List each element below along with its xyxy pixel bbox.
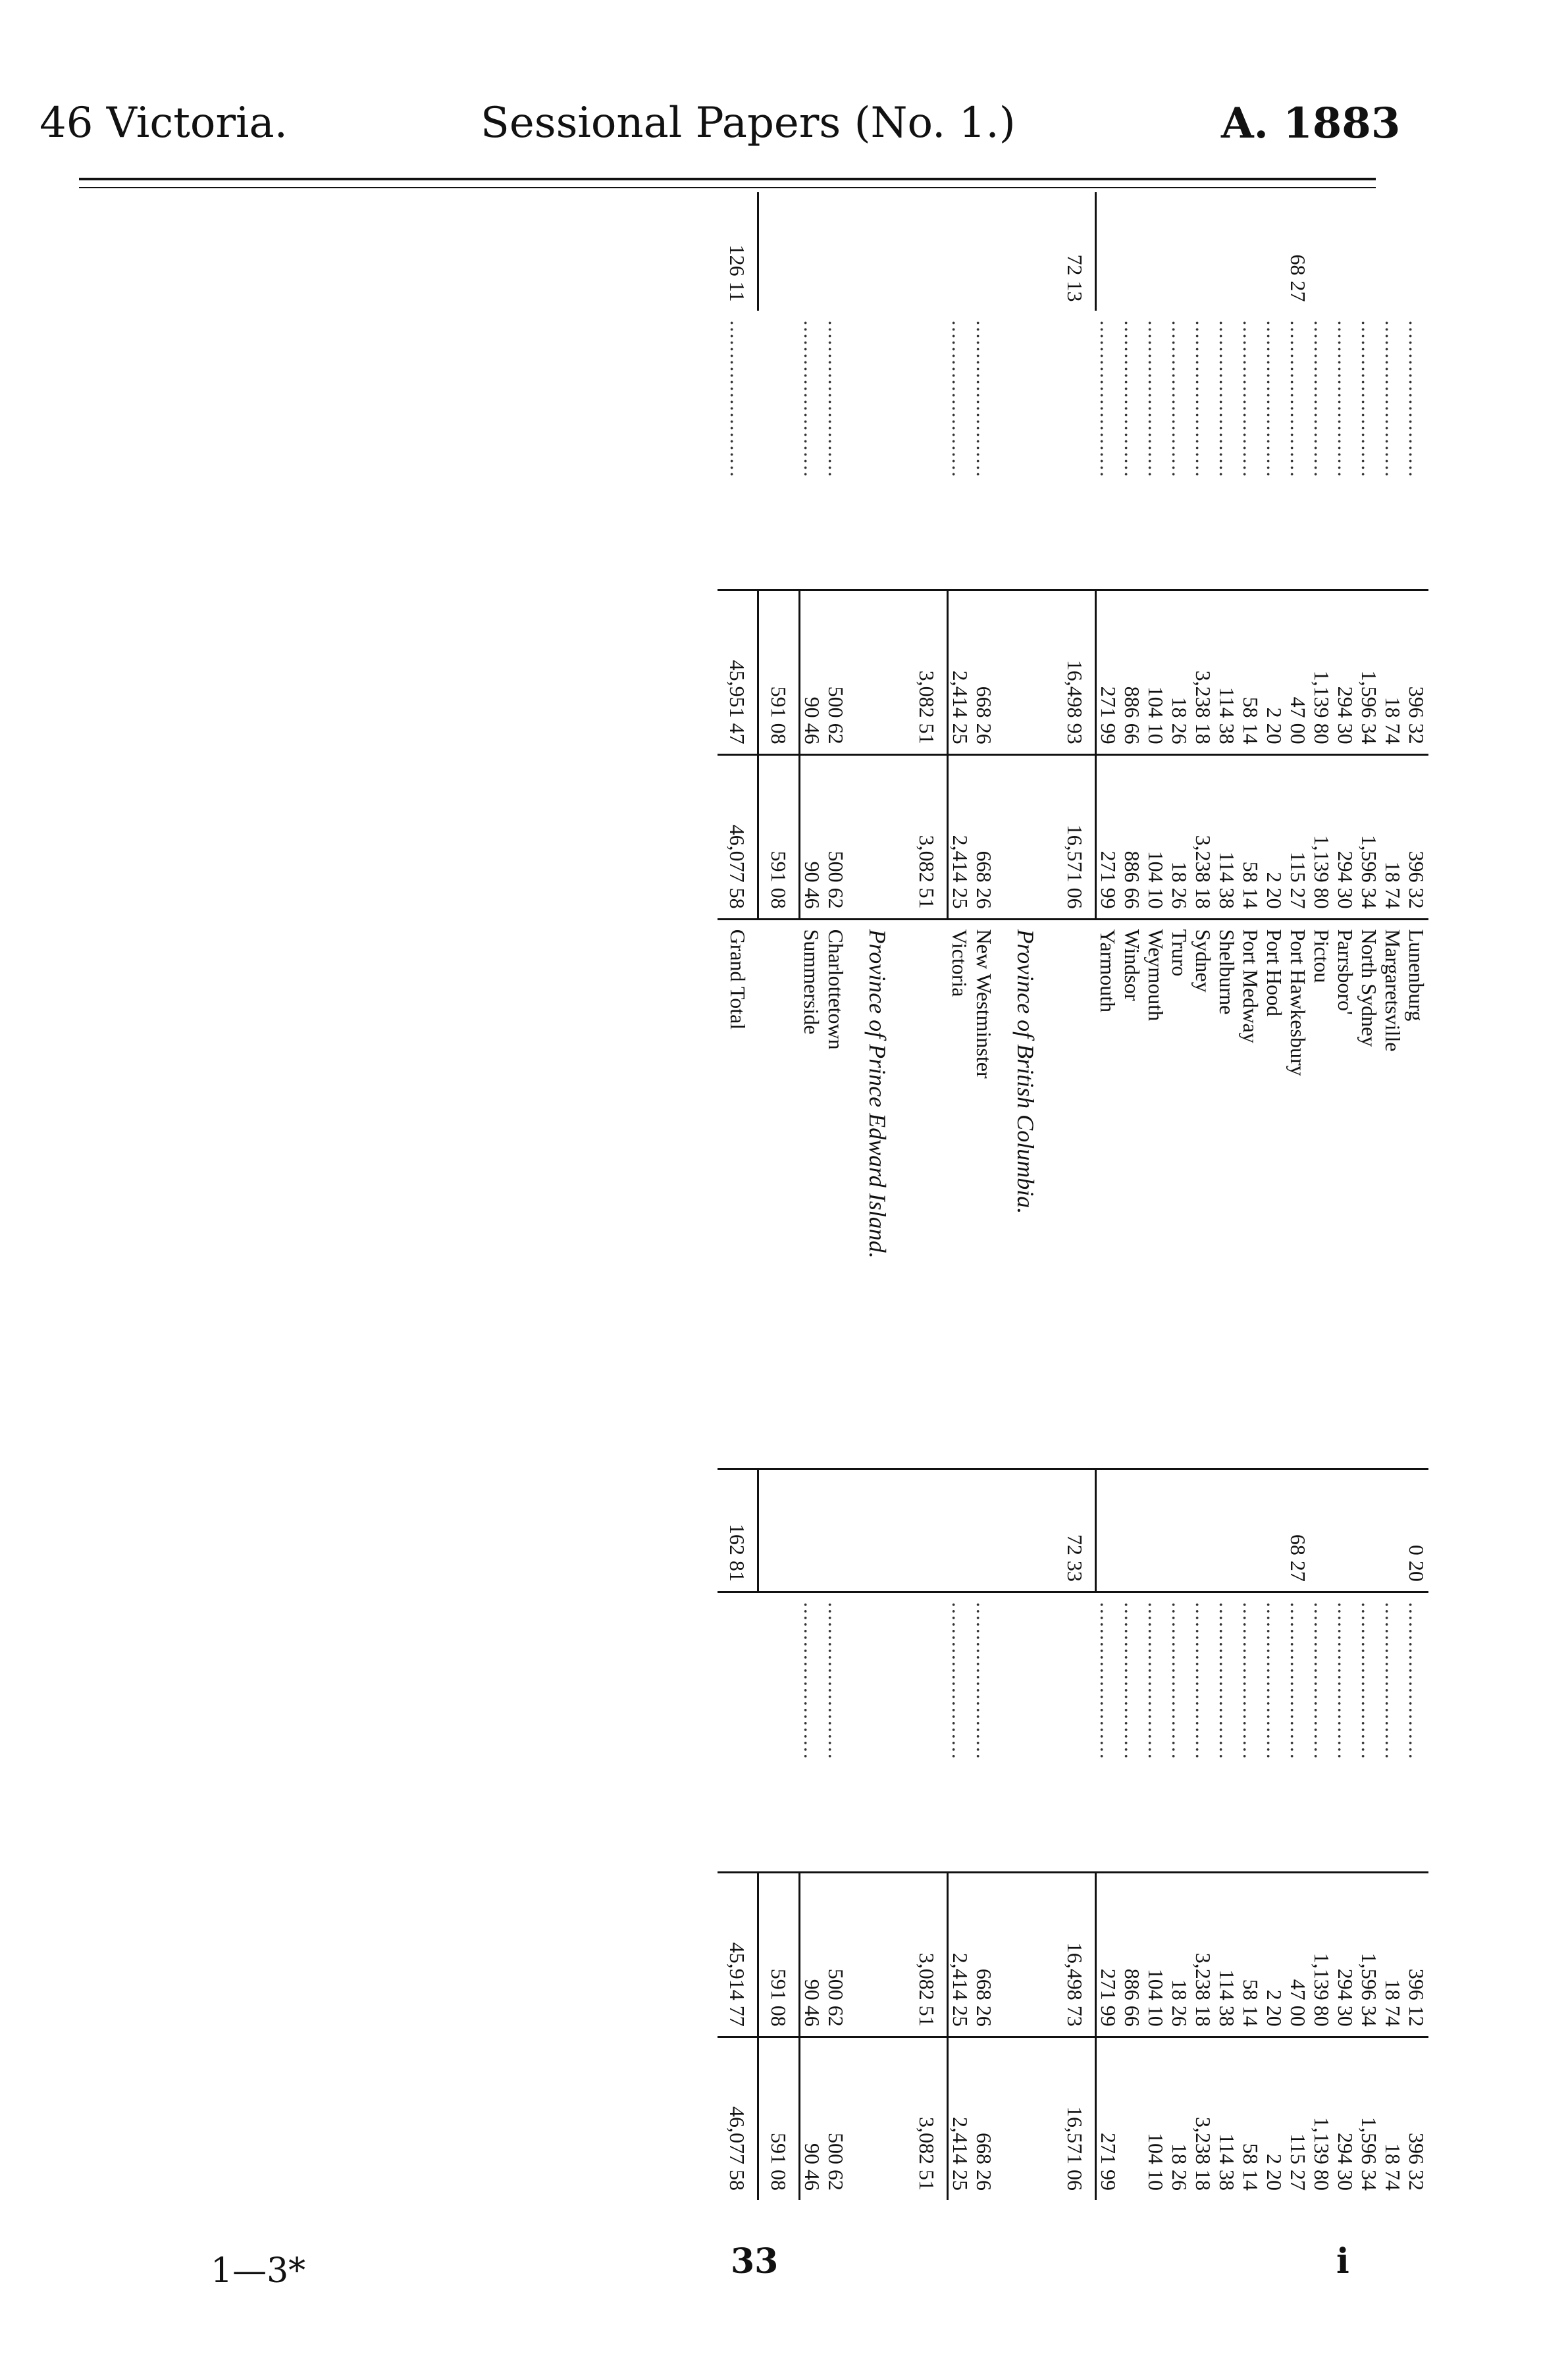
cell-e xyxy=(1381,1469,1405,1592)
cell-a xyxy=(1357,192,1381,311)
subtotal-b: 591 08 xyxy=(758,590,800,754)
cell-b: 668 26 xyxy=(972,590,996,754)
table-row xyxy=(1239,192,1263,2200)
cell-e xyxy=(1357,1469,1381,1592)
leader: ........................ xyxy=(1239,320,1263,479)
cell-b: 271 99 xyxy=(1096,590,1121,754)
subtotal-g: 16,571 06 xyxy=(1055,2037,1096,2200)
leader: ........................ xyxy=(1286,1592,1310,1872)
port-name: North Sydney xyxy=(1357,919,1381,1469)
cell-g: 18 26 xyxy=(1168,2037,1191,2200)
cell-f: 396 12 xyxy=(1405,1872,1428,2037)
cell-a xyxy=(1191,192,1215,311)
cell-f: 18 26 xyxy=(1168,1872,1191,2037)
cell-f: 114 38 xyxy=(1215,1872,1239,2037)
cell-f: 2,414 25 xyxy=(948,1872,973,2037)
cell-g: 1,139 80 xyxy=(1310,2037,1334,2200)
grand-c: 46,077 58 xyxy=(718,754,758,919)
port-name: Parrsboro' xyxy=(1334,919,1357,1469)
cell-e xyxy=(1239,1469,1263,1592)
province-heading-bc: Province of British Columbia. xyxy=(996,919,1055,1469)
cell-e xyxy=(1168,1469,1191,1592)
cell-g: 1,596 34 xyxy=(1357,2037,1381,2200)
cell-g: 104 10 xyxy=(1144,2037,1168,2200)
subtotal-row xyxy=(907,192,948,2200)
leader: ........................ xyxy=(1310,1592,1334,1872)
leader: ........................ xyxy=(1215,1592,1239,1872)
leader: ........................ xyxy=(1096,1592,1121,1872)
table-row xyxy=(800,192,825,2200)
cell-e xyxy=(1096,1469,1121,1592)
port-name: Port Hood xyxy=(1263,919,1286,1469)
leader: ........................ xyxy=(1096,320,1120,479)
table-row xyxy=(824,192,848,2200)
leader: ........................ xyxy=(1286,320,1310,479)
cell-b: 1,139 80 xyxy=(1310,590,1334,754)
leader: ........................ xyxy=(972,1592,996,1872)
cell-e: 68 27 xyxy=(1286,1469,1310,1592)
cell-c: 2 20 xyxy=(1263,754,1286,919)
leader: ........................ xyxy=(1144,1592,1168,1872)
cell-c: 396 32 xyxy=(1405,754,1428,919)
leader: ........................ xyxy=(1168,320,1191,479)
grand-b: 45,951 47 xyxy=(718,590,758,754)
table-row xyxy=(948,192,973,2200)
cell-g: 90 46 xyxy=(800,2037,825,2200)
cell-e xyxy=(1144,1469,1168,1592)
cell-a xyxy=(1405,192,1428,311)
grand-total-row xyxy=(718,192,758,2200)
port-name: Summerside xyxy=(800,919,825,1469)
port-name: Yarmouth xyxy=(1096,919,1121,1469)
leader: ........................ xyxy=(1144,320,1168,479)
cell-a xyxy=(1120,192,1144,311)
leader: ........................ xyxy=(824,1592,848,1872)
leader: ........................ xyxy=(948,1592,973,1872)
leader: ........................ xyxy=(1191,1592,1215,1872)
cell-c: 90 46 xyxy=(800,754,825,919)
cell-g xyxy=(1120,2037,1144,2200)
cell-g: 2,414 25 xyxy=(948,2037,973,2200)
cell-f: 104 10 xyxy=(1144,1872,1168,2037)
cell-c: 1,139 80 xyxy=(1310,754,1334,919)
table-row xyxy=(1144,192,1168,2200)
cell-b: 2 20 xyxy=(1263,590,1286,754)
cell-g: 115 27 xyxy=(1286,2037,1310,2200)
cell-b: 3,238 18 xyxy=(1191,590,1215,754)
cell-a xyxy=(1263,192,1286,311)
subtotal-b: 16,498 93 xyxy=(1055,590,1096,754)
leader: ........................ xyxy=(1215,320,1239,479)
cell-e xyxy=(1120,1469,1144,1592)
cell-g: 500 62 xyxy=(824,2037,848,2200)
leader: ........................ xyxy=(1405,320,1428,479)
cell-c: 3,238 18 xyxy=(1191,754,1215,919)
leader: ........................ xyxy=(1381,1592,1405,1872)
cell-b: 18 26 xyxy=(1168,590,1191,754)
cell-g: 668 26 xyxy=(972,2037,996,2200)
table-row xyxy=(972,192,996,2200)
header-title: Sessional Papers (No. 1.) xyxy=(481,99,1016,147)
port-name: Margaretsville xyxy=(1381,919,1405,1469)
leader: ........................ xyxy=(1381,320,1405,479)
cell-c: 18 26 xyxy=(1168,754,1191,919)
province-row xyxy=(848,192,907,2200)
header-year: A. 1883 xyxy=(1221,99,1401,148)
subtotal-f: 3,082 51 xyxy=(907,1872,948,2037)
port-name: Victoria xyxy=(948,919,973,1469)
table-row xyxy=(1096,192,1121,2200)
leader: ........................ xyxy=(972,320,996,479)
leader: ........................ xyxy=(1263,1592,1286,1872)
cell-a xyxy=(1096,192,1121,311)
cell-c: 668 26 xyxy=(972,754,996,919)
port-name: Sydney xyxy=(1191,919,1215,1469)
table-row xyxy=(1405,192,1428,2200)
page-number: 33 xyxy=(731,2241,779,2281)
cell-a xyxy=(1168,192,1191,311)
cell-f: 3,238 18 xyxy=(1191,1872,1215,2037)
grand-g: 46,077 58 xyxy=(718,2037,758,2200)
cell-c: 500 62 xyxy=(824,754,848,919)
cell-c: 2,414 25 xyxy=(948,754,973,919)
leader: ........................ xyxy=(725,320,750,479)
footer-mark: i xyxy=(1336,2241,1349,2281)
table-row xyxy=(1263,192,1286,2200)
cell-f: 1,139 80 xyxy=(1310,1872,1334,2037)
cell-f: 886 66 xyxy=(1120,1872,1144,2037)
cell-c: 115 27 xyxy=(1286,754,1310,919)
port-name: Lunenburg xyxy=(1405,919,1428,1469)
cell-f: 58 14 xyxy=(1239,1872,1263,2037)
grand-e: 162 81 xyxy=(718,1469,758,1592)
grand-f: 45,914 77 xyxy=(718,1872,758,2037)
leader: ........................ xyxy=(948,320,972,479)
leader: ........................ xyxy=(800,320,824,479)
port-name: Port Hawkesbury xyxy=(1286,919,1310,1469)
subtotal-c: 16,571 06 xyxy=(1055,754,1096,919)
leader: ........................ xyxy=(1357,1592,1381,1872)
grand-total-label: Grand Total xyxy=(718,919,758,1469)
port-name: Port Medway xyxy=(1239,919,1263,1469)
cell-g: 2 20 xyxy=(1263,2037,1286,2200)
cell-f: 668 26 xyxy=(972,1872,996,2037)
cell-b: 886 66 xyxy=(1120,590,1144,754)
cell-f: 47 00 xyxy=(1286,1872,1310,2037)
leader: ........................ xyxy=(1120,1592,1144,1872)
table-row xyxy=(1381,192,1405,2200)
table-row xyxy=(1357,192,1381,2200)
port-name: Windsor xyxy=(1120,919,1144,1469)
subtotal-f: 591 08 xyxy=(758,1872,800,2037)
leader: ........................ xyxy=(1239,1592,1263,1872)
subtotal-b: 3,082 51 xyxy=(907,590,948,754)
province-heading-pei: Province of Prince Edward Island. xyxy=(848,919,907,1469)
cell-g: 294 30 xyxy=(1334,2037,1357,2200)
subtotal-c: 3,082 51 xyxy=(907,754,948,919)
cell-c: 294 30 xyxy=(1334,754,1357,919)
cell-a xyxy=(1310,192,1334,311)
leader: ........................ xyxy=(1120,320,1144,479)
header-session: 46 Victoria. xyxy=(39,99,288,147)
cell-f: 18 74 xyxy=(1381,1872,1405,2037)
cell-c: 104 10 xyxy=(1144,754,1168,919)
cell-c: 18 74 xyxy=(1381,754,1405,919)
cell-g: 396 32 xyxy=(1405,2037,1428,2200)
table-row xyxy=(1334,192,1357,2200)
subtotal-row xyxy=(1055,192,1096,2200)
table-row xyxy=(1310,192,1334,2200)
cell-e xyxy=(1310,1469,1334,1592)
cell-e xyxy=(1334,1469,1357,1592)
table-row xyxy=(1168,192,1191,2200)
cell-c: 114 38 xyxy=(1215,754,1239,919)
subtotal-a: 72 13 xyxy=(1055,192,1096,311)
leader: ........................ xyxy=(800,1592,825,1872)
leader: ........................ xyxy=(1405,1592,1428,1872)
header-rule xyxy=(79,178,1376,180)
cell-e: 0 20 xyxy=(1405,1469,1428,1592)
cell-a xyxy=(1381,192,1405,311)
cell-b: 500 62 xyxy=(824,590,848,754)
cell-c: 58 14 xyxy=(1239,754,1263,919)
ports-revenue-table xyxy=(718,192,1428,2200)
cell-g: 114 38 xyxy=(1215,2037,1239,2200)
cell-a xyxy=(1239,192,1263,311)
port-name: Weymouth xyxy=(1144,919,1168,1469)
cell-b: 2,414 25 xyxy=(948,590,973,754)
subtotal-f: 16,498 73 xyxy=(1055,1872,1096,2037)
cell-a: 68 27 xyxy=(1286,254,1310,302)
table-row xyxy=(1215,192,1239,2200)
leader: ........................ xyxy=(1334,320,1357,479)
leader: ........................ xyxy=(824,320,848,479)
table-row xyxy=(1286,192,1310,2200)
port-name: Charlottetown xyxy=(824,919,848,1469)
cell-c: 886 66 xyxy=(1120,754,1144,919)
cell-b: 396 32 xyxy=(1405,590,1428,754)
cell-b: 114 38 xyxy=(1215,590,1239,754)
cell-b: 90 46 xyxy=(800,590,825,754)
cell-f: 90 46 xyxy=(800,1872,825,2037)
cell-b: 294 30 xyxy=(1334,590,1357,754)
cell-a xyxy=(1144,192,1168,311)
table-row xyxy=(1191,192,1215,2200)
province-row xyxy=(996,192,1055,2200)
subtotal-c: 591 08 xyxy=(758,754,800,919)
subtotal-g: 3,082 51 xyxy=(907,2037,948,2200)
table-row xyxy=(1120,192,1144,2200)
cell-e xyxy=(1191,1469,1215,1592)
port-name: Truro xyxy=(1168,919,1191,1469)
cell-f: 294 30 xyxy=(1334,1872,1357,2037)
header-rule-thin xyxy=(79,187,1376,188)
leader: ........................ xyxy=(1334,1592,1357,1872)
cell-c: 271 99 xyxy=(1096,754,1121,919)
cell-g: 271 99 xyxy=(1096,2037,1121,2200)
leader: ........................ xyxy=(1168,1592,1191,1872)
cell-a xyxy=(1215,192,1239,311)
cell-b: 1,596 34 xyxy=(1357,590,1381,754)
grand-a: 126 11 xyxy=(718,192,758,311)
cell-a xyxy=(1334,192,1357,311)
cell-e xyxy=(1263,1469,1286,1592)
cell-f: 2 20 xyxy=(1263,1872,1286,2037)
cell-c: 1,596 34 xyxy=(1357,754,1381,919)
cell-f: 1,596 34 xyxy=(1357,1872,1381,2037)
cell-b: 47 00 xyxy=(1286,590,1310,754)
leader: ........................ xyxy=(1357,320,1381,479)
subtotal-g: 591 08 xyxy=(758,2037,800,2200)
leader: ........................ xyxy=(1310,320,1334,479)
port-name: New Westminster xyxy=(972,919,996,1469)
cell-f: 500 62 xyxy=(824,1872,848,2037)
cell-g: 18 74 xyxy=(1381,2037,1405,2200)
cell-g: 3,238 18 xyxy=(1191,2037,1215,2200)
cell-b: 58 14 xyxy=(1239,590,1263,754)
cell-g: 58 14 xyxy=(1239,2037,1263,2200)
rotated-table xyxy=(99,192,1428,2200)
subtotal-e: 72 33 xyxy=(1055,1469,1096,1592)
cell-f: 271 99 xyxy=(1096,1872,1121,2037)
port-name: Shelburne xyxy=(1215,919,1239,1469)
footer-signature: 1—3* xyxy=(211,2251,306,2291)
subtotal-row xyxy=(758,192,800,2200)
leader: ........................ xyxy=(1263,320,1286,479)
cell-b: 18 74 xyxy=(1381,590,1405,754)
leader: ........................ xyxy=(1191,320,1215,479)
cell-b: 104 10 xyxy=(1144,590,1168,754)
cell-e xyxy=(1215,1469,1239,1592)
port-name: Pictou xyxy=(1310,919,1334,1469)
